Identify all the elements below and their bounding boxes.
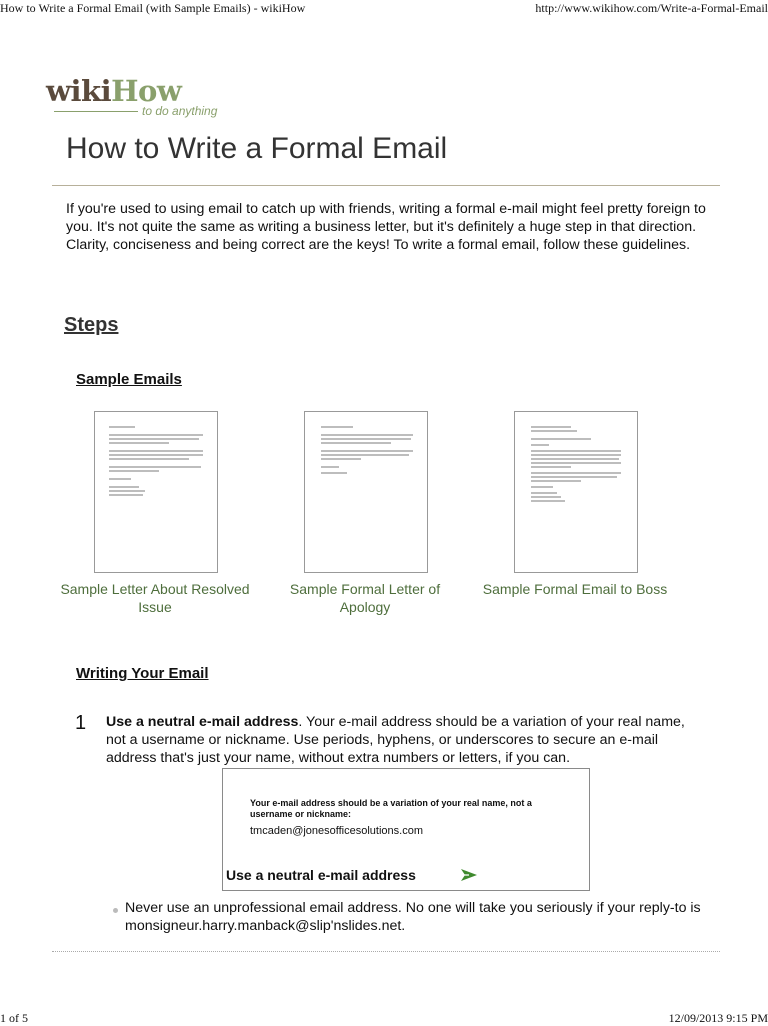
- article-intro: If you're used to using email to catch up with friends, writing a formal e-mail might feel pretty foreign to you. It's not quite the same as writing a business letter, but it's definitely a huge step in that direction. Clarity, conciseness and being correct are the keys! To write a formal email, follow these guidelines.: [66, 201, 706, 253]
- logo-underline: [54, 111, 138, 112]
- logo-wiki-text: wiki: [46, 74, 112, 108]
- logo-how-text: How: [111, 74, 182, 108]
- step-1-bullet: Never use an unprofessional email address. No one will take you seriously if your reply-to is monsigneur.harry.manback@slip'nslides.net.: [125, 900, 701, 934]
- sample-caption-email-to-boss[interactable]: Sample Formal Email to Boss: [482, 581, 668, 597]
- sample-caption-apology[interactable]: Sample Formal Letter of Apology: [289, 581, 441, 615]
- figure-label: Use a neutral e-mail address: [226, 867, 416, 883]
- sample-thumbnail-apology[interactable]: [304, 411, 428, 573]
- steps-heading: Steps: [64, 314, 119, 336]
- step-1-body: . Your e-mail address should be a variation of your real name, not a username or nickname. Use periods, hyphens, or underscores to secure an e-mail address that's just your name, without extra numbers or letters, if you can.: [106, 714, 685, 766]
- article-title: How to Write a Formal Email: [66, 132, 448, 165]
- step-1-title: Use a neutral e-mail address: [106, 714, 299, 730]
- sample-thumbnail-email-to-boss[interactable]: [514, 411, 638, 573]
- logo-tagline: to do anything: [142, 104, 218, 118]
- step-number: 1: [75, 712, 87, 734]
- bullet-icon: [113, 908, 118, 913]
- figure-email-example: tmcaden@jonesofficesolutions.com: [250, 825, 423, 837]
- writing-email-heading: Writing Your Email: [76, 665, 209, 682]
- step-1-text: [106, 713, 706, 767]
- send-arrow-icon: [460, 868, 478, 882]
- wikihow-logo[interactable]: [46, 74, 218, 124]
- section-divider: [52, 951, 720, 952]
- logo-wordmark: [46, 74, 181, 108]
- print-header-title: How to Write a Formal Email (with Sample Emails) - wikiHow: [0, 1, 306, 15]
- title-divider: [52, 185, 720, 186]
- print-footer-datetime: 12/09/2013 9:15 PM: [668, 1011, 768, 1025]
- step-1-illustration[interactable]: [222, 768, 590, 891]
- figure-caption: Your e-mail address should be a variation of your real name, not a username or nickname:: [250, 798, 532, 819]
- print-footer-page-counter: 1 of 5: [0, 1011, 28, 1025]
- sample-thumbnail-resolved-issue[interactable]: [94, 411, 218, 573]
- sample-emails-heading: Sample Emails: [76, 371, 182, 388]
- print-header-url[interactable]: http://www.wikihow.com/Write-a-Formal-Email: [535, 1, 768, 15]
- sample-caption-resolved-issue[interactable]: Sample Letter About Resolved Issue: [60, 581, 250, 615]
